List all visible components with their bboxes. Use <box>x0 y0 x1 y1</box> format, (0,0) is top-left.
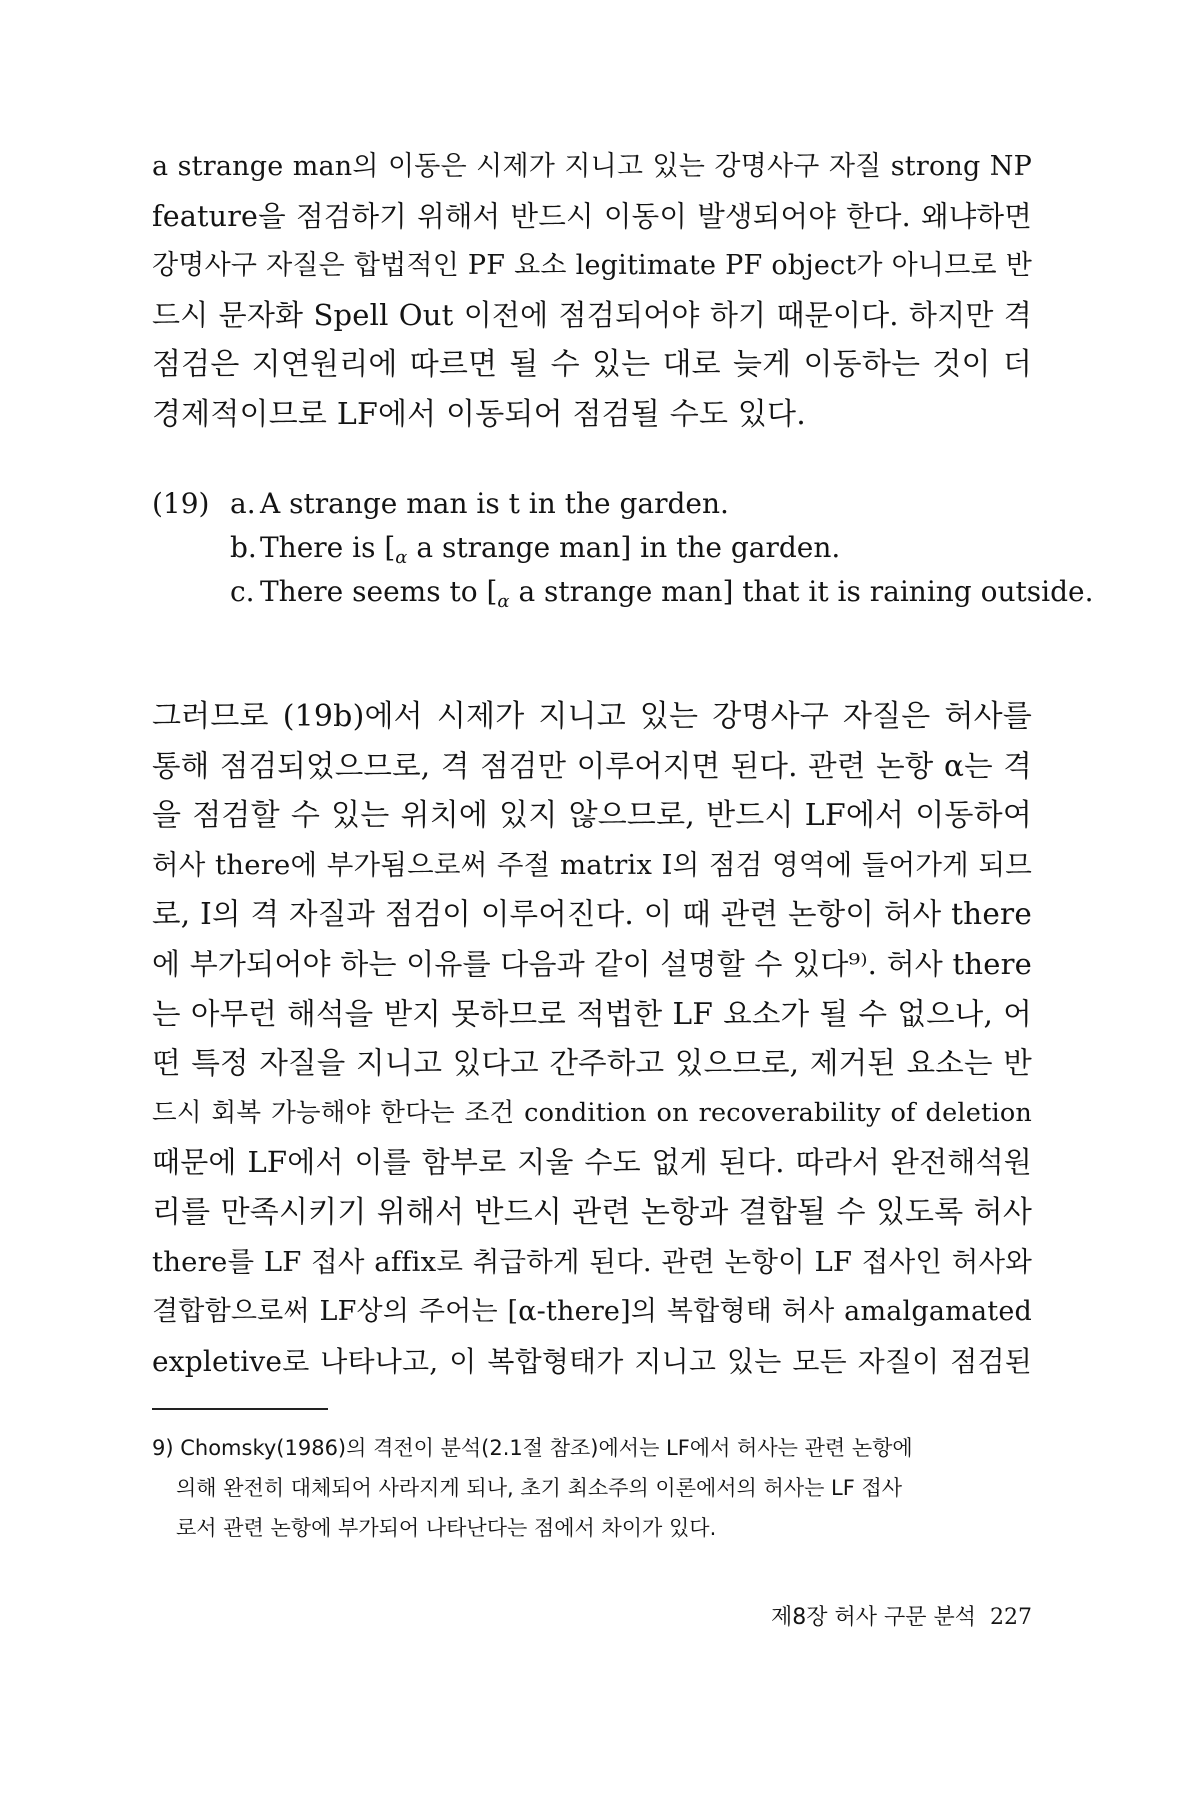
paragraph-line: 로, I의 격 자질과 점검이 이루어진다. 이 때 관련 논항이 허사 there <box>152 897 1032 932</box>
paragraph-line: 드시 문자화 Spell Out 이전에 점검되어야 하기 때문이다. 하지만 격 <box>152 297 1032 332</box>
example-text: There is [ <box>260 531 396 564</box>
paragraph-2 <box>152 692 1032 1386</box>
paragraph-line: 떤 특정 자질을 지니고 있다고 간주하고 있으므로, 제거된 요소는 반 <box>152 1046 1032 1081</box>
paragraph-line: 통해 점검되었으므로, 격 점검만 이루어지면 된다. 관련 논항 α는 격 <box>152 748 1032 783</box>
page-footer <box>771 1600 1032 1631</box>
paragraph-line: 에 부가되어야 하는 이유를 다음과 같이 설명할 수 있다⁹⁾. 허사 there <box>152 946 1032 981</box>
paragraph-line: there를 LF 접사 affix로 취급하게 된다. 관련 논항이 LF 접사인 허사와 <box>152 1245 1032 1278</box>
paragraph-line: 결합함으로써 LF상의 주어는 [α-there]의 복합형태 허사 amalgamated <box>152 1296 1032 1328</box>
paragraph-line: expletive로 나타나고, 이 복합형태가 지니고 있는 모든 자질이 점검된 <box>152 1344 1032 1378</box>
example-a <box>152 484 729 524</box>
paragraph-line: 그러므로 (19b)에서 시제가 지니고 있는 강명사구 자질은 허사를 <box>152 699 1032 734</box>
paragraph-line: 허사 there에 부가됨으로써 주절 matrix I의 점검 영역에 들어가게 되므 <box>152 848 1032 881</box>
paragraph-line: 을 점검할 수 있는 위치에 있지 않으므로, 반드시 LF에서 이동하여 <box>152 798 1032 834</box>
footnote <box>152 1428 1032 1548</box>
paragraph-line: feature을 점검하기 위해서 반드시 이동이 발생되어야 한다. 왜냐하면 <box>152 199 1032 233</box>
alpha-subscript: α <box>497 591 510 612</box>
paragraph-1 <box>152 142 1032 440</box>
paragraph-line: 때문에 LF에서 이를 함부로 지울 수도 없게 된다. 따라서 완전해석원 <box>152 1145 1032 1180</box>
example-text: a strange man] that it is raining outside. <box>509 575 1094 608</box>
footnote-line: 9) Chomsky(1986)의 격전이 분석(2.1절 참조)에서는 LF에서 허사는 관련 논항에 <box>152 1436 913 1460</box>
example-letter: b. <box>230 531 257 564</box>
page-number: 227 <box>990 1605 1032 1630</box>
paragraph-line: 드시 회복 가능해야 한다는 조건 condition on recoverability of deletion <box>152 1097 1032 1128</box>
footnote-divider <box>152 1408 328 1410</box>
example-c <box>230 572 1094 612</box>
paragraph-line: 경제적이므로 LF에서 이동되어 점검될 수도 있다. <box>152 396 806 432</box>
paragraph-line: a strange man의 이동은 시제가 지니고 있는 강명사구 자질 strong NP <box>152 151 1032 182</box>
example-text: a strange man] in the garden. <box>407 531 841 564</box>
paragraph-line: 점검은 지연원리에 따르면 될 수 있는 대로 늦게 이동하는 것이 더 <box>152 347 1032 383</box>
example-text: There seems to [ <box>260 575 498 608</box>
paragraph-line: 리를 만족시키기 위해서 반드시 관련 논항과 결합될 수 있도록 허사 <box>152 1194 1032 1230</box>
chapter-title: 제8장 허사 구문 분석 <box>771 1605 976 1630</box>
alpha-subscript: α <box>395 547 408 568</box>
example-number: (19) <box>152 487 210 520</box>
example-letter: c. <box>230 575 255 608</box>
example-b <box>230 528 840 568</box>
paragraph-line: 강명사구 자질은 합법적인 PF 요소 legitimate PF object가 아니므로 반 <box>152 250 1032 282</box>
paragraph-line: 는 아무런 해석을 받지 못하므로 적법한 LF 요소가 될 수 없으나, 어 <box>152 996 1032 1031</box>
example-text: A strange man is t in the garden. <box>260 487 729 520</box>
footnote-line: 로서 관련 논항에 부가되어 나타난다는 점에서 차이가 있다. <box>176 1516 717 1540</box>
footnote-line: 의해 완전히 대체되어 사라지게 되나, 초기 최소주의 이론에서의 허사는 LF 접사 <box>176 1476 903 1500</box>
example-letter: a. <box>230 487 256 520</box>
